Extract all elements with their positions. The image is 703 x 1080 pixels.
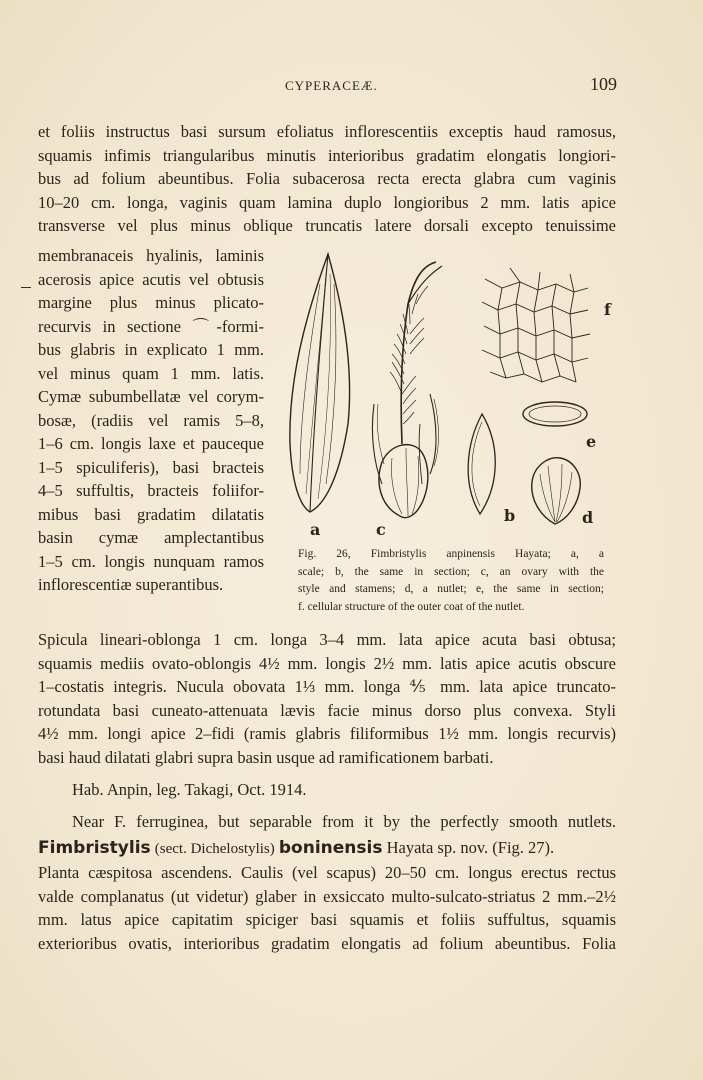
text-line: basi haud dilatati glabri supra basin usque ad ramificationem barbati. <box>38 747 494 767</box>
text-line: bus glabris in explicato 1 mm. <box>38 340 264 359</box>
text-line: transverse vel plus minus oblique truncatis latere dorsali excepto tenuissime <box>38 216 616 235</box>
text-line: bosæ, (radiis vel ramis 5–8, <box>38 410 264 430</box>
scale-drawing-a <box>290 254 350 512</box>
text-line: 4–5 suffultis, bracteis foliifor- <box>38 481 264 500</box>
epithet-name: boninensis <box>278 838 383 858</box>
text-line: 10–20 cm. longa, vaginis quam lamina duplo longioribus 2 mm. latis apice <box>38 192 616 212</box>
figure-label-d: d <box>582 508 594 527</box>
text-line: vel minus quam 1 mm. latis. <box>38 363 264 383</box>
botanical-illustration <box>270 244 620 544</box>
comparison-paragraph <box>38 810 616 834</box>
figure-caption <box>298 546 604 616</box>
text-line: 4½ mm. longi apice 2–fidi (ramis glabris filiformibus 1½ mm. longis recurvis) <box>38 724 616 743</box>
text-line: inflorescentiæ superantibus. <box>38 575 224 594</box>
text-line: Near F. ferruginea, but separable from it by the perfectly smooth nutlets. <box>72 812 616 831</box>
figure-label-b: b <box>504 506 516 525</box>
margin-mark <box>21 287 31 288</box>
description-paragraph <box>38 628 616 769</box>
section-name: (sect. Dichelostylis) <box>154 841 275 857</box>
text-line: Spicula lineari-oblonga 1 cm. longa 3–4 mm. lata apice acuta basi obtusa; <box>38 630 616 649</box>
text-line: mibus basi gradatim dilatatis <box>38 504 264 524</box>
text-line: Cymæ subumbellatæ vel corym- <box>38 387 264 406</box>
habitat-line: Hab. Anpin, leg. Takagi, Oct. 1914. <box>72 780 307 799</box>
text-line: exterioribus ovatis, interioribus gradatim elongatis ad folium abeuntibus. Folia <box>38 933 616 953</box>
text-line: basin cymæ amplectantibus <box>38 528 264 547</box>
cell-structure-drawing-f <box>482 268 590 382</box>
text-line: membranaceis hyalinis, laminis <box>38 246 264 265</box>
caption-line: style and stamens; d, a nutlet; e, the same in section; <box>298 583 604 595</box>
species-description <box>38 861 616 955</box>
text-line: squamis infimis triangularibus minutis interioribus gradatim elongatis longiori- <box>38 145 616 165</box>
genus-name: Fimbristylis <box>38 838 151 858</box>
section-drawing-b <box>468 414 495 514</box>
caption-line: Fig. 26, Fimbristylis anpinensis Hayata; a, a <box>298 548 604 560</box>
text-line: bus ad folium abeuntibus. Folia subacerosa recta erecta glabra cum vaginis <box>38 169 616 188</box>
text-line: squamis mediis ovato-oblongis 4½ mm. longis 2½ mm. latis apice acutis obscure <box>38 653 616 673</box>
text-line: 1–5 spiculiferis), basi bracteis <box>38 457 264 477</box>
author-citation: Hayata sp. nov. (Fig. 27). <box>386 838 555 857</box>
text-line: acerosis apice acutis vel obtusis <box>38 269 264 289</box>
caption-line: scale; b, the same in section; c, an ovary with the <box>298 565 604 578</box>
top-paragraph <box>38 120 616 238</box>
text-line: Planta cæspitosa ascendens. Caulis (vel scapus) 20–50 cm. longus erectus rectus <box>38 863 616 882</box>
ovary-drawing-c <box>372 262 442 518</box>
species-heading <box>38 836 616 862</box>
figure-label-a: a <box>310 520 321 539</box>
nutlet-section-drawing-e <box>523 402 587 426</box>
text-line: margine plus minus plicato- <box>38 293 264 312</box>
text-line: et foliis instructus basi sursum efoliatus inflorescentiis exceptis haud ramosus, <box>38 122 616 141</box>
text-line: valde complanatus (ut videtur) glaber in exsiccato multo-sulcato-striatus 2 mm.–2½ <box>38 886 616 906</box>
page-header <box>0 74 703 100</box>
text-line: recurvis in sectione ⌒-formi- <box>38 316 264 336</box>
figure-label-c: c <box>376 520 386 539</box>
text-line: mm. latus apice capitatim spiciger basi squamis et foliis suffultus, squamis <box>38 910 616 929</box>
text-line: 1–6 cm. longis laxe et pauceque <box>38 434 264 453</box>
figure-label-f: f <box>604 300 611 319</box>
species-heading-line <box>38 836 616 862</box>
text-line: rotundata basi cuneato-attenuata lævis facie minus dorso plus convexa. Styli <box>38 700 616 720</box>
side-column <box>38 244 264 597</box>
page-number: 109 <box>590 74 617 94</box>
running-title: CYPERACEÆ. <box>285 78 378 93</box>
text-line: 1–5 cm. longis nunquam ramos <box>38 551 264 571</box>
caption-line: f. cellular structure of the outer coat of the nutlet. <box>298 600 525 613</box>
figure-label-e: e <box>586 432 597 451</box>
nutlet-drawing-d <box>532 458 581 524</box>
text-line: 1–costatis integris. Nucula obovata 1⅓ mm. longa ⅘ mm. lata apice truncato- <box>38 677 616 696</box>
